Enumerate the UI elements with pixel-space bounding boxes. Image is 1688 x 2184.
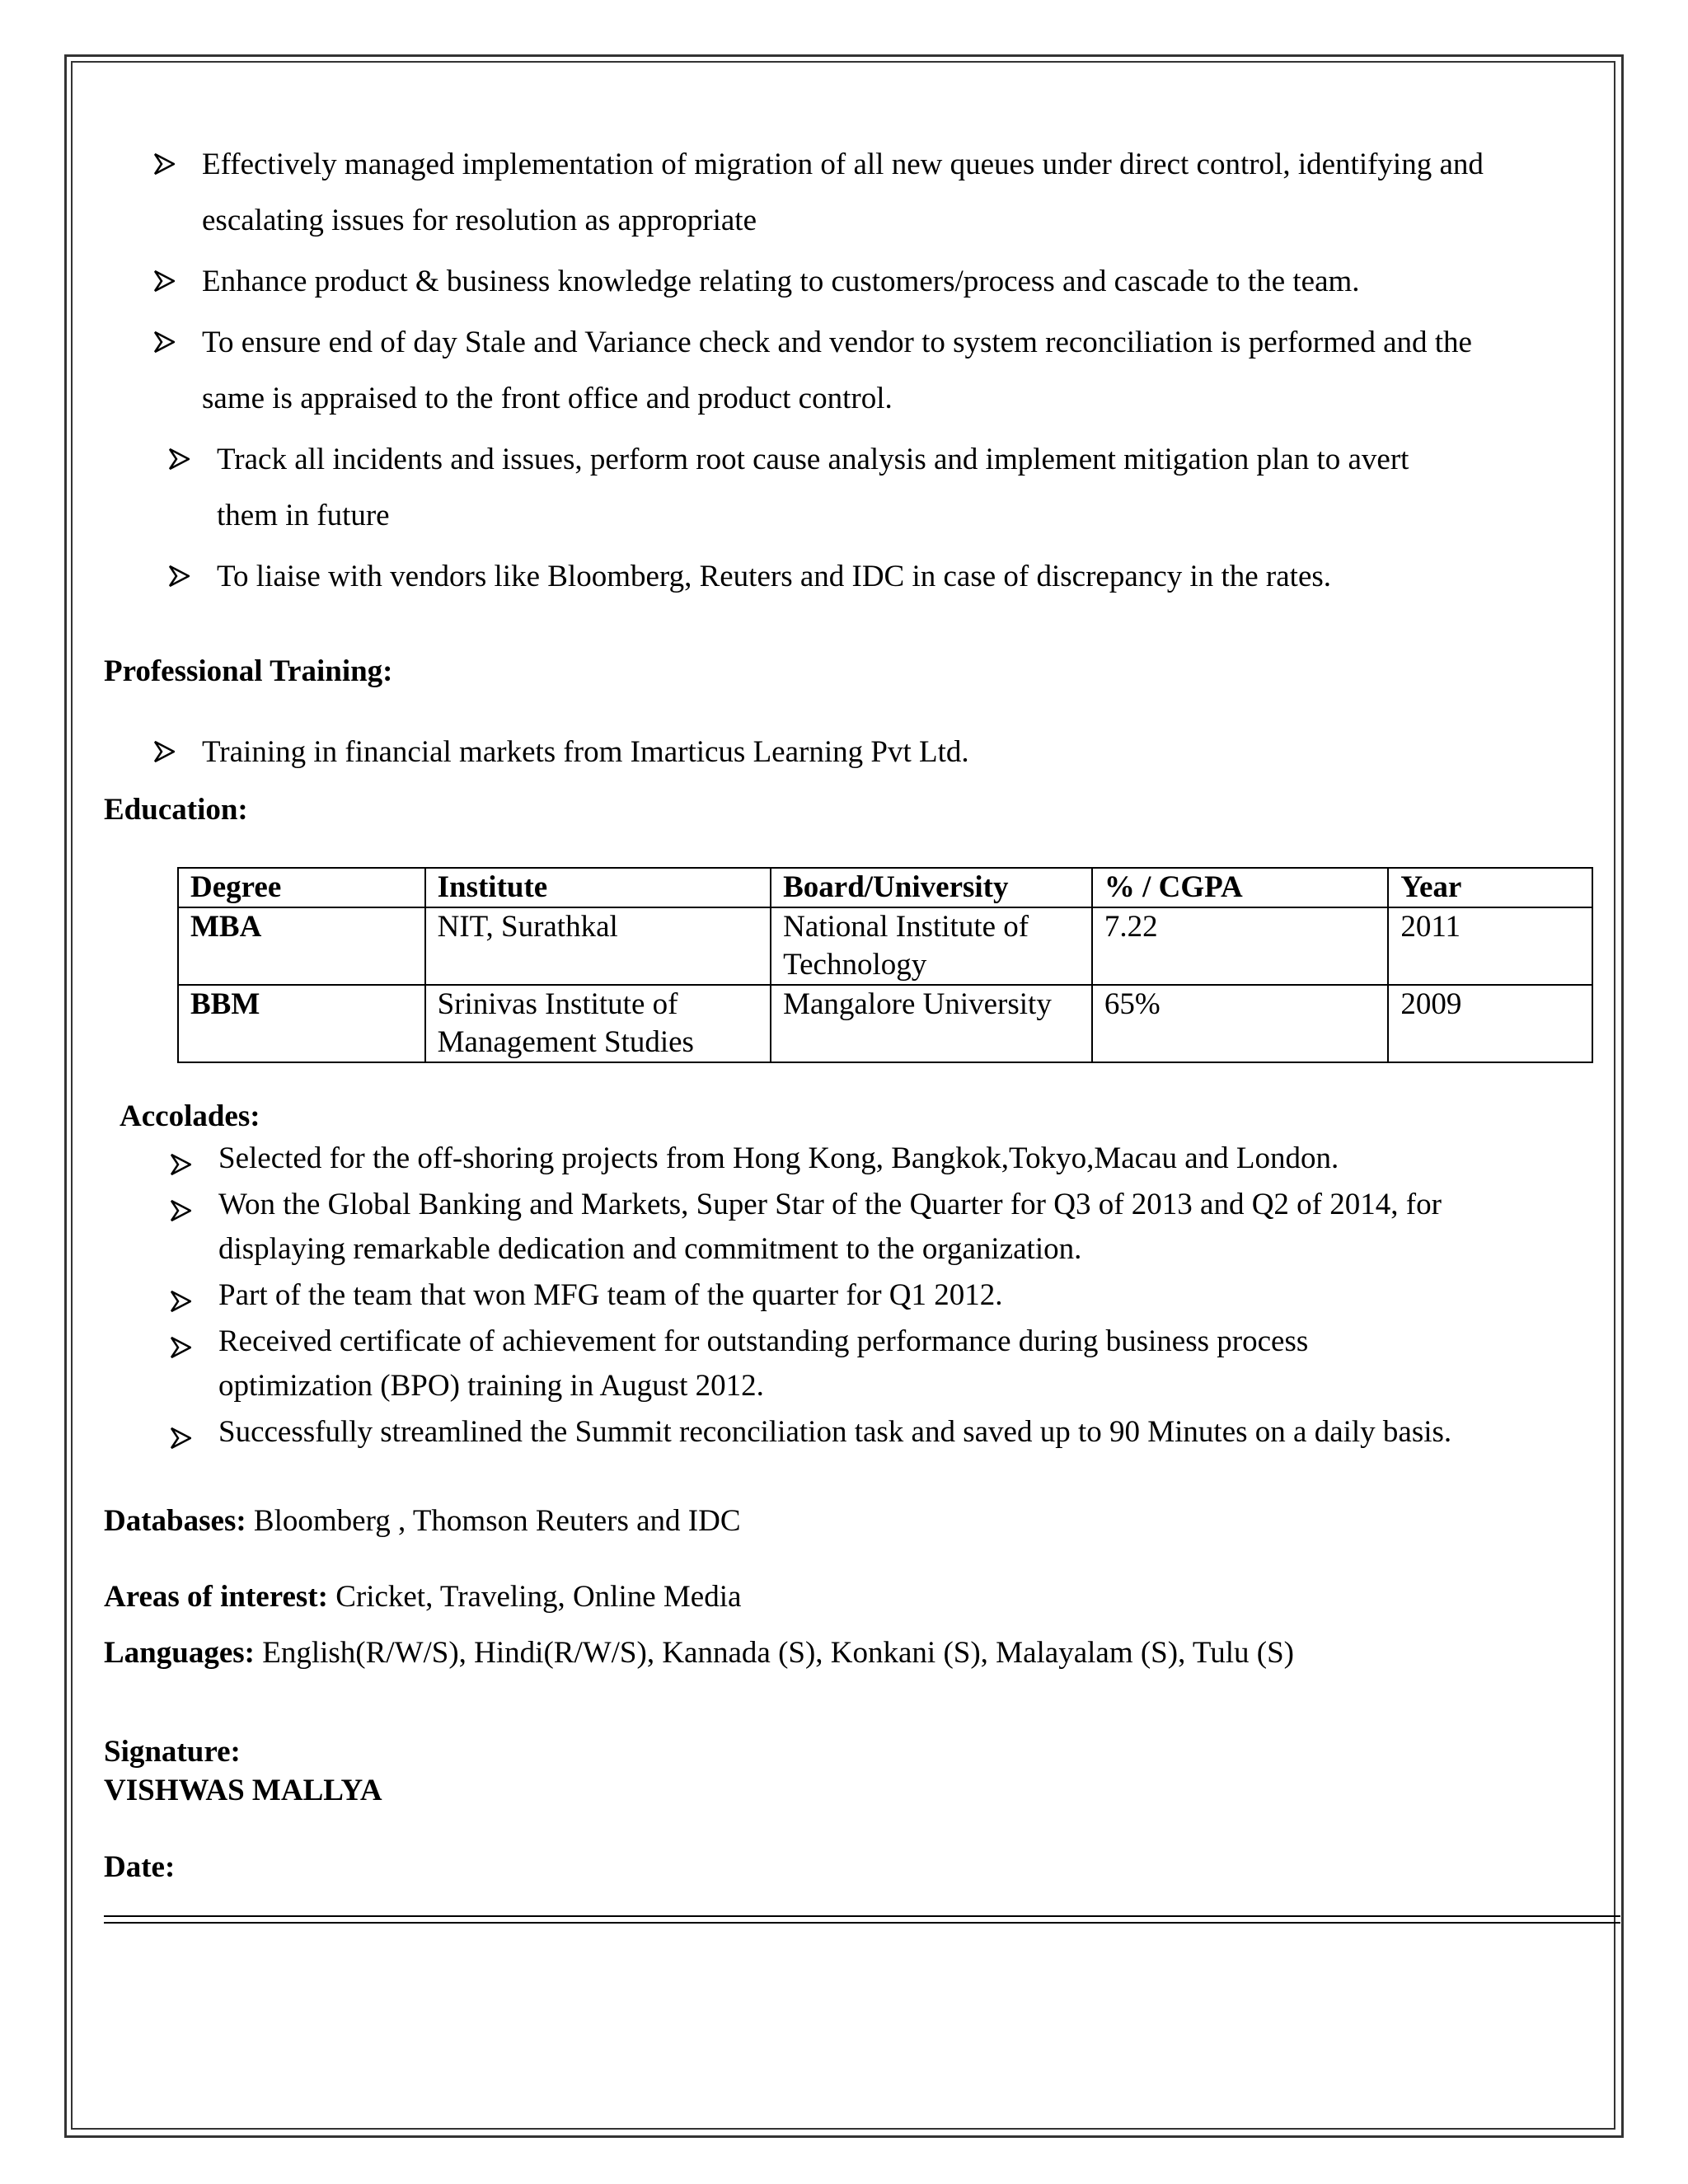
table-cell: Mangalore University [771,985,1092,1062]
arrow-bullet-icon [153,270,175,292]
accolade-line: Part of the team that won MFG team of the quarter for Q1 2012. [218,1278,1003,1312]
accolade-line: Successfully streamlined the Summit reconciliation task and saved up to 90 Minutes on a daily basis. [218,1415,1452,1449]
arrow-bullet-icon [168,565,190,587]
signature-name: VISHWAS MALLYA [104,1774,382,1807]
accolade-line: Selected for the off-shoring projects from Hong Kong, Bangkok,Tokyo,Macau and London. [218,1141,1339,1175]
table-cell: 65% [1092,985,1388,1062]
arrow-bullet-icon [170,1154,191,1175]
column-header: Year [1388,868,1592,907]
accolade-line: optimization (BPO) training in August 2012. [218,1369,764,1403]
arrow-bullet-icon [170,1427,191,1449]
accolades-heading: Accolades: [120,1099,260,1133]
table-header-row [178,868,1592,907]
duty-line: Effectively managed implementation of migration of all new queues under direct control, identifying and [202,148,1484,181]
databases-value: Bloomberg , Thomson Reuters and IDC [246,1504,741,1538]
interests-label: Areas of interest: [104,1580,328,1614]
arrow-bullet-icon [153,331,175,353]
column-header: Board/University [771,868,1092,907]
divider [104,1922,1620,1924]
table-cell: BBM [178,985,425,1062]
accolade-line: Won the Global Banking and Markets, Super Star of the Quarter for Q3 of 2013 and Q2 of 2014, for [218,1188,1442,1221]
languages-value: English(R/W/S), Hindi(R/W/S), Kannada (S), Konkani (S), Malayalam (S), Tulu (S) [254,1636,1294,1670]
duty-line: escalating issues for resolution as appropriate [202,204,757,237]
duty-line: To ensure end of day Stale and Variance check and vendor to system reconciliation is performed and the [202,326,1472,359]
duty-line: same is appraised to the front office and product control. [202,382,893,415]
table-cell: 2011 [1388,907,1592,985]
column-header: Institute [425,868,771,907]
interests-value: Cricket, Traveling, Online Media [327,1580,742,1614]
accolade-line: Received certificate of achievement for outstanding performance during business process [218,1324,1309,1358]
training-heading: Professional Training: [104,654,393,688]
table-cell: 7.22 [1092,907,1388,985]
accolade-line: displaying remarkable dedication and commitment to the organization. [218,1232,1082,1266]
divider [104,1915,1620,1917]
education-table [177,867,1593,1063]
arrow-bullet-icon [170,1291,191,1312]
table-cell: National Institute of Technology [771,907,1092,985]
duty-line: them in future [217,499,390,532]
languages-line [104,1635,1294,1671]
signature-label: Signature: [104,1735,241,1769]
column-header: % / CGPA [1092,868,1388,907]
table-row [178,907,1592,985]
arrow-bullet-icon [153,153,175,175]
training-item: Training in financial markets from Imarticus Learning Pvt Ltd. [202,735,969,769]
duty-line: Track all incidents and issues, perform root cause analysis and implement mitigation plan to avert [217,443,1409,476]
duty-line: To liaise with vendors like Bloomberg, Reuters and IDC in case of discrepancy in the rates. [217,560,1332,593]
arrow-bullet-icon [168,448,190,470]
databases-line [104,1503,741,1539]
column-header: Degree [178,868,425,907]
education-heading: Education: [104,793,248,827]
table-cell: NIT, Surathkal [425,907,771,985]
table-cell: 2009 [1388,985,1592,1062]
date-label: Date: [104,1850,176,1884]
table-cell: MBA [178,907,425,985]
interests-line [104,1579,741,1615]
table-row [178,985,1592,1062]
languages-label: Languages: [104,1636,255,1670]
duty-line: Enhance product & business knowledge relating to customers/process and cascade to the team. [202,265,1360,298]
arrow-bullet-icon [153,741,175,762]
arrow-bullet-icon [170,1200,191,1221]
arrow-bullet-icon [170,1337,191,1358]
databases-label: Databases: [104,1504,246,1538]
table-cell: Srinivas Institute of Management Studies [425,985,771,1062]
